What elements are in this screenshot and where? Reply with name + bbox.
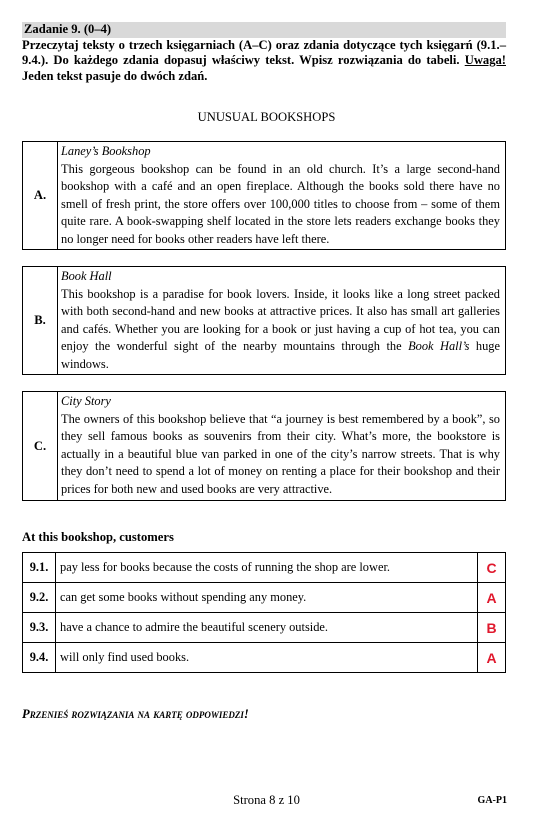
description-part: This bookshop is a paradise for book lovers. Inside, it looks like a long street packed with both second-hand and new books at attractive prices. It also has small art galleries and cafés. Whether you are looking for a book or just having a cup of hot tea, you can enjoy the wonderful sight of the nearby mountains through the (61, 286, 500, 353)
task-header (22, 22, 506, 84)
text-content (58, 142, 505, 249)
transfer-word2-first: r (71, 707, 78, 721)
text-box-b (22, 266, 506, 375)
question-number: 9.3. (23, 613, 56, 643)
transfer-note (22, 707, 249, 722)
question-text: can get some books without spending any money. (56, 583, 478, 613)
shop-name: City Story (61, 394, 111, 408)
answer-cell[interactable]: B (478, 613, 506, 643)
answers-table (22, 552, 506, 673)
transfer-first-letter: P (22, 707, 30, 721)
question-number: 9.4. (23, 643, 56, 673)
text-content (58, 392, 505, 500)
page-number: Strona 8 z 10 (233, 793, 300, 807)
transfer-rest: ozwiązania na kartę odpowiedzi! (77, 707, 249, 721)
description-part: huge windows. (61, 339, 500, 371)
text-letter: C. (23, 392, 58, 500)
shop-description: This gorgeous bookshop can be found in an old church. It’s a large second-hand bookshop with a café and an open fireplace. Although the books sold there have no smell of fresh print, the store offers over 100,000 titles to choose from – some of them quite rare. A book-swapping shelf located in the store lets readers exchange books they no longer need for books other readers have left there. (61, 161, 500, 246)
warning-label: Uwaga! (464, 53, 506, 67)
shop-name: Book Hall (61, 269, 112, 283)
answer-cell[interactable]: A (478, 643, 506, 673)
questions-title: At this bookshop, customers (22, 530, 174, 544)
text-box-a (22, 141, 506, 250)
answer-cell[interactable]: A (478, 583, 506, 613)
text-box-c (22, 391, 506, 501)
description-italic: Book Hall’s (408, 339, 470, 353)
warning-text: Jeden tekst pasuje do dwóch zdań. (22, 68, 208, 83)
question-text: will only find used books. (56, 643, 478, 673)
text-letter: A. (23, 142, 58, 249)
table-row (23, 553, 506, 583)
section-title: UNUSUAL BOOKSHOPS (197, 110, 336, 124)
question-number: 9.1. (23, 553, 56, 583)
question-number: 9.2. (23, 583, 56, 613)
shop-name: Laney’s Bookshop (61, 144, 151, 158)
instruction-text: Przeczytaj teksty o trzech księgarniach (A–C) oraz zdania dotyczące tych księgarń (9.1.–9.4.). Do każdego zdania dopasuj właściwy tekst. Wpisz rozwiązania do tabeli. (22, 37, 506, 67)
exam-code: GA-P1 (477, 795, 507, 806)
text-content (58, 267, 505, 374)
answer-cell[interactable]: C (478, 553, 506, 583)
question-text: have a chance to admire the beautiful scenery outside. (56, 613, 478, 643)
text-letter: B. (23, 267, 58, 374)
shop-description: The owners of this bookshop believe that “a journey is best remembered by a book”, so they sell famous books as souvenirs from their city. What’s more, the bookstore is actually in a beautiful blue van parked in one of the city’s narrow streets. That is why they don’t need to spend a lot of money on renting a place for their bookshop and their prices for both new and used books are very attractive. (61, 411, 500, 496)
table-row (23, 643, 506, 673)
shop-description (61, 286, 500, 374)
task-instruction (22, 38, 506, 85)
table-row (23, 613, 506, 643)
question-text: pay less for books because the costs of running the shop are lower. (56, 553, 478, 583)
table-row (23, 583, 506, 613)
transfer-word1: rzenieś (29, 707, 69, 721)
task-title: Zadanie 9. (0–4) (22, 22, 506, 38)
